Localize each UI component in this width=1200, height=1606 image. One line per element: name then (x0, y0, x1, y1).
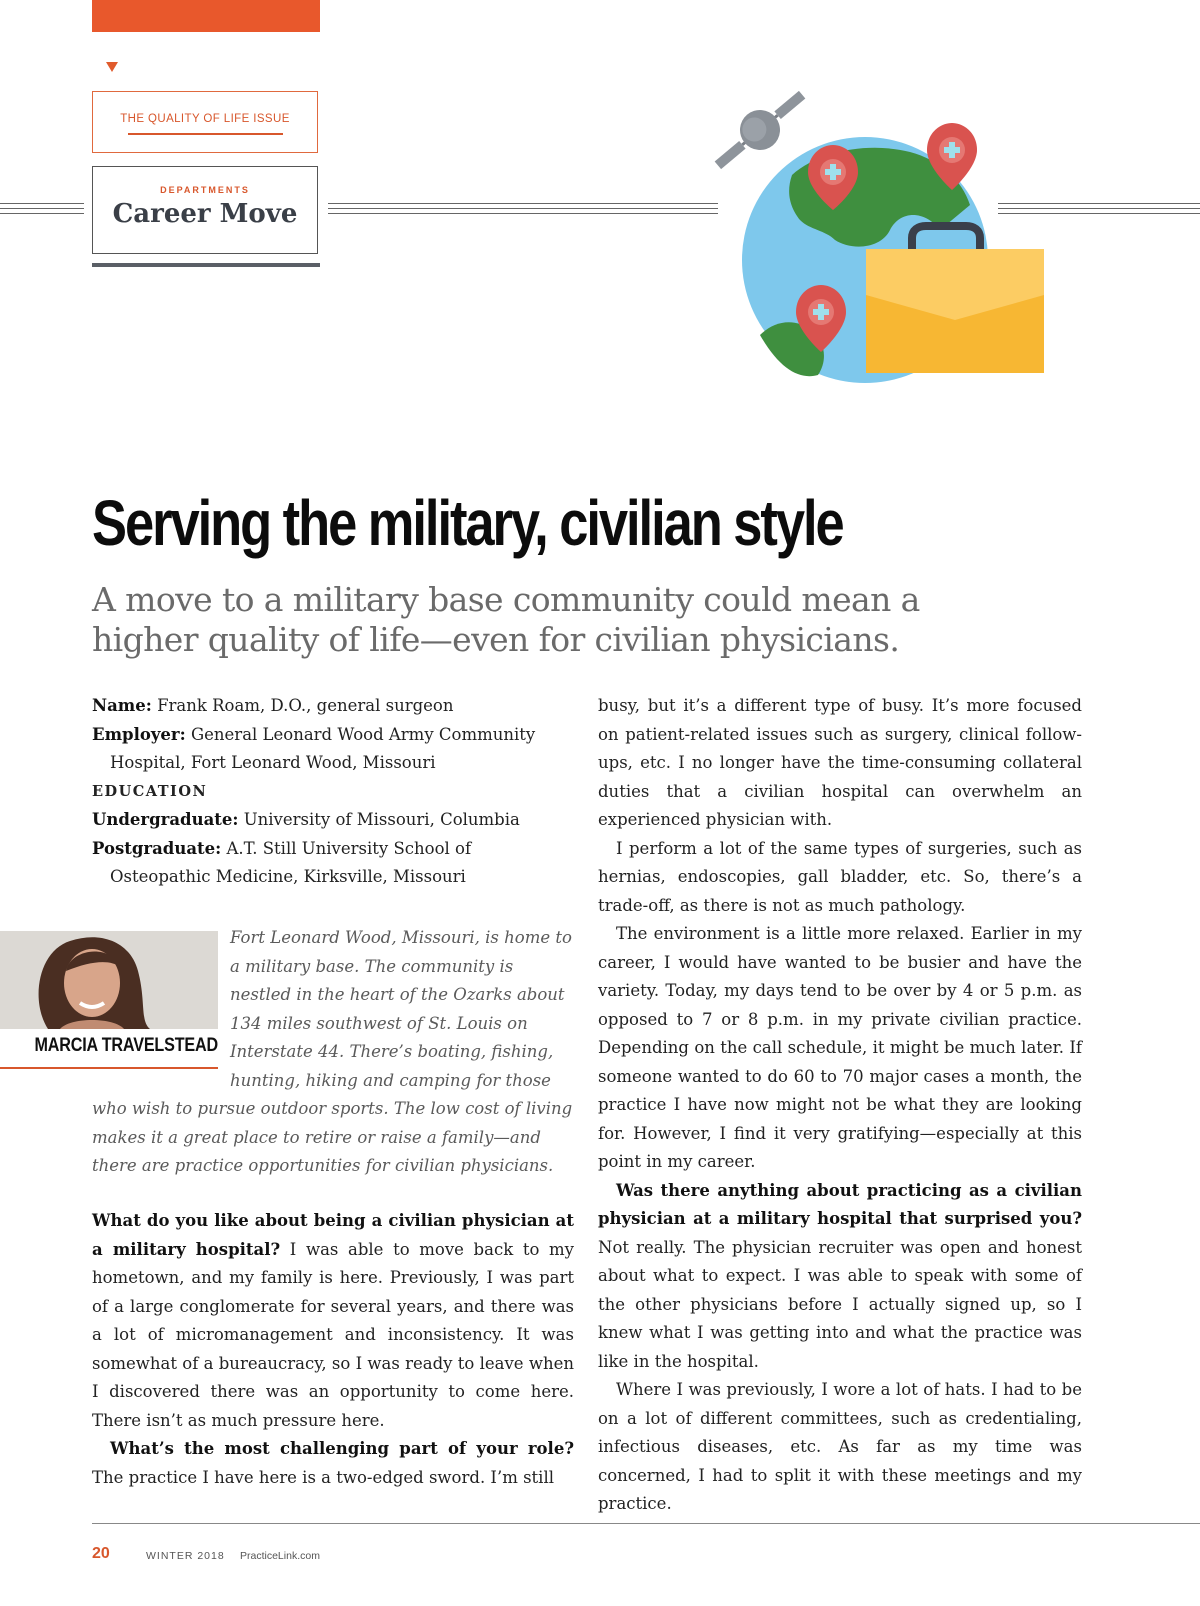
qa-question: What’s the most challenging part of your role? (110, 1439, 574, 1458)
illustration (700, 80, 1050, 390)
qa-answer-continued: busy, but it’s a different type of busy. It’s more focused on patient-related issues such as surgery, clinical follow-ups, etc. I no longer have the time-consuming collateral duties that a civilian hospital can overwhelm an experienced physician with. (598, 696, 1082, 829)
right-column (598, 692, 1082, 1519)
qa-question: What do you like about being a civilian physician at a military hospital? (92, 1211, 574, 1259)
intro-paragraph (92, 924, 574, 1181)
profile-name-value: Frank Roam, D.O., general surgeon (157, 696, 454, 715)
qa-item (92, 1435, 574, 1492)
intro-text: Fort Leonard Wood, Missouri, is home to a military base. The community is nestled in the heart of the Ozarks about 134 miles southwest of St. Louis on Interstate 44. There’s boating, fishing, hunting, hiking and camping for those who wish to pursue outdoor sports. The low cost of living makes it a great place to retire or raise a family—and there are practice opportunities for civilian physicians. (92, 928, 573, 1175)
header-rule (0, 203, 84, 204)
profile-employer-row (92, 721, 574, 778)
issue-date: WINTER 2018 (146, 1550, 225, 1562)
qa-left-column (92, 1207, 574, 1492)
qa-answer: The practice I have here is a two-edged sword. I’m still (92, 1467, 555, 1487)
photo-float-space (92, 924, 230, 1094)
qa-item (598, 1177, 1082, 1377)
header-rule (328, 203, 718, 204)
issue-underline (128, 133, 283, 135)
department-label: DEPARTMENTS (160, 185, 250, 195)
issue-label: THE QUALITY OF LIFE ISSUE (120, 113, 290, 125)
qa-answer-paragraph: I perform a lot of the same types of surgeries, such as hernias, endoscopies, gall bladder, etc. So, there’s a trade-off, as there is not as much pathology. (598, 838, 1082, 915)
qa-question: Was there anything about practicing as a civilian physician at a military hospital that surprised you? (598, 1180, 1082, 1228)
profile-employer-value: General Leonard Wood Army Community Hospital, Fort Leonard Wood, Missouri (110, 724, 536, 772)
footer-rule (92, 1523, 1200, 1524)
profile-employer-label: Employer: (92, 724, 186, 744)
profile-undergrad-value: University of Missouri, Columbia (243, 810, 520, 829)
header-rule (328, 208, 718, 209)
department-name: Career Move (112, 199, 298, 229)
qa-answer: Not really. The physician recruiter was open and honest about what to expect. I was able to speak with some of the other physicians before I actually signed up, so I knew what I was getting into and what the practice was like in the hospital. (598, 1237, 1082, 1371)
education-heading: EDUCATION (92, 782, 208, 800)
profile-postgrad-label: Postgraduate: (92, 838, 222, 858)
profile-postgrad-row (92, 835, 574, 892)
site-link[interactable]: PracticeLink.com (240, 1550, 320, 1562)
deck: A move to a military base community could mean a higher quality of life—even for civilian physicians. (92, 580, 920, 659)
qa-answer-paragraph: Where I was previously, I wore a lot of hats. I had to be on a lot of different committees, such as credentialing, infectious diseases, etc. As far as my time was concerned, I had to split it with these meetings and my practice. (598, 1380, 1082, 1513)
triangle-down-icon (106, 62, 118, 72)
qa-answer-paragraph: The environment is a little more relaxed. Earlier in my career, I would have wanted to be busier and have the variety. Today, my days tend to be over by 4 or 5 p.m. as opposed to 7 or 8 p.m. in my private civilian practice. Depending on the call schedule, it might be much later. If someone wanted to do 60 to 70 major cases a month, the practice I have now might not be what they are looking for. However, I find it very gratifying—especially at this point in my career. (598, 924, 1082, 1171)
profile-name-label: Name: (92, 696, 152, 715)
qa-item (92, 1207, 574, 1435)
page-number: 20 (92, 1545, 110, 1562)
header-rule (0, 208, 84, 209)
profile-undergrad-row (92, 806, 574, 835)
profile-postgrad-value: A.T. Still University School of Osteopathic Medicine, Kirksville, Missouri (110, 838, 472, 886)
header-rule (328, 213, 718, 214)
qa-answer: I was able to move back to my hometown, and my family is here. Previously, I was part of a large conglomerate for several years, and there was a lot of micromanagement and inconsistency. It was somewhat of a bureaucracy, so I was ready to leave when I discovered there was an opportunity to come here. There isn’t as much pressure here. (92, 1239, 574, 1430)
left-column (92, 692, 574, 892)
profile-name-row (92, 692, 574, 721)
photo-credit: MARCIA TRAVELSTEAD (34, 1035, 218, 1056)
headline: Serving the military, civilian style (92, 487, 843, 559)
profile-undergrad-label: Undergraduate: (92, 810, 239, 829)
header-rule (0, 213, 84, 214)
department-underbar (92, 263, 320, 267)
top-accent-bar (92, 0, 320, 32)
